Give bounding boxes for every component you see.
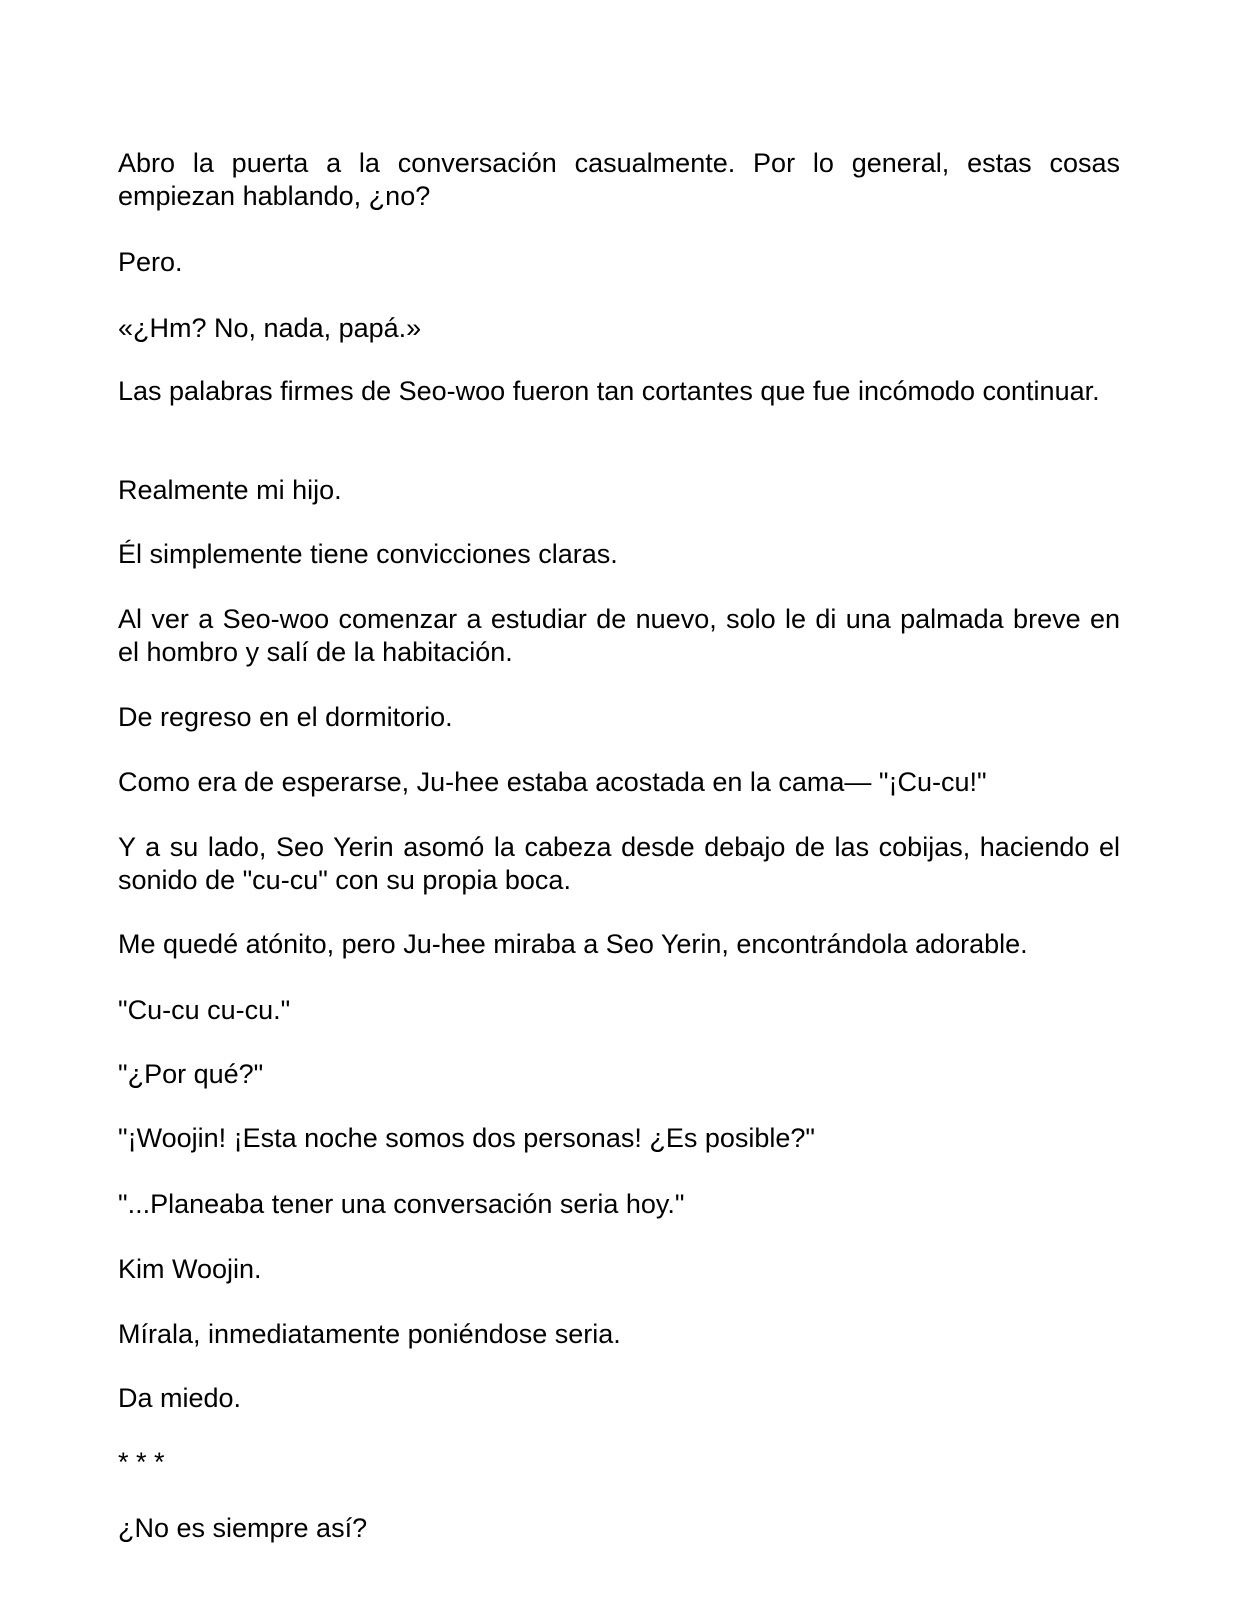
paragraph-10: Y a su lado, Seo Yerin asomó la cabeza desde debajo de las cobijas, haciendo el sonido de "cu-cu" con su propia boca. [118,832,1120,895]
paragraph-4: Las palabras firmes de Seo-woo fueron tan cortantes que fue incómodo continuar. [118,376,1100,406]
paragraph-9: Como era de esperarse, Ju-hee estaba acostada en la cama— "¡Cu-cu!" [118,767,987,797]
paragraph-14: "¡Woojin! ¡Esta noche somos dos personas! ¿Es posible?" [118,1123,816,1153]
paragraph-7: Al ver a Seo-woo comenzar a estudiar de nuevo, solo le di una palmada breve en el hombro y salí de la habitación. [118,604,1120,667]
paragraph-11: Me quedé atónito, pero Ju-hee miraba a Seo Yerin, encontrándola adorable. [118,929,1028,959]
paragraph-3: «¿Hm? No, nada, papá.» [118,313,422,343]
paragraph-6: Él simplemente tiene convicciones claras. [118,539,618,569]
paragraph-5: Realmente mi hijo. [118,475,342,505]
paragraph-16: Kim Woojin. [118,1254,262,1284]
paragraph-19: ¿No es siempre así? [118,1513,368,1543]
paragraph-2: Pero. [118,247,183,277]
paragraph-18: Da miedo. [118,1383,242,1413]
scene-break: * * * [118,1447,165,1477]
paragraph-8: De regreso en el dormitorio. [118,702,453,732]
paragraph-12: "Cu-cu cu-cu." [118,995,291,1025]
paragraph-17: Mírala, inmediatamente poniéndose seria. [118,1319,621,1349]
paragraph-13: "¿Por qué?" [118,1059,264,1089]
paragraph-1: Abro la puerta a la conversación casualmente. Por lo general, estas cosas empiezan hablando, ¿no? [118,148,1120,211]
paragraph-15: "...Planeaba tener una conversación seria hoy." [118,1189,685,1219]
